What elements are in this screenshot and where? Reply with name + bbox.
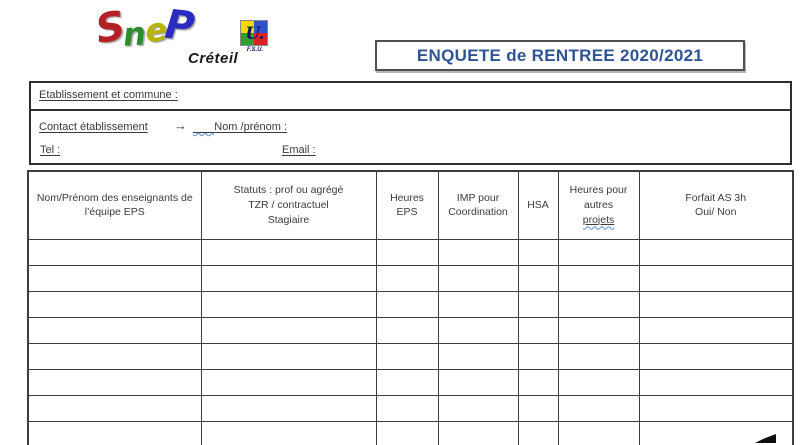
- table-row: [28, 421, 793, 445]
- col-header-hsa: [518, 171, 558, 239]
- table-cell[interactable]: [558, 291, 639, 317]
- table-cell[interactable]: [558, 395, 639, 421]
- table-row: [28, 343, 793, 369]
- table-cell[interactable]: [201, 343, 376, 369]
- table-cell[interactable]: [639, 343, 793, 369]
- table-header-row: [28, 171, 793, 239]
- logo-letter-p: P: [162, 1, 197, 51]
- table-cell[interactable]: [518, 369, 558, 395]
- page-title: ENQUETE de RENTREE 2020/2021: [416, 45, 704, 65]
- table-cell[interactable]: [639, 265, 793, 291]
- table-cell[interactable]: [518, 343, 558, 369]
- table-cell[interactable]: [28, 239, 201, 265]
- header-line: autres: [583, 198, 614, 211]
- table-cell[interactable]: [518, 239, 558, 265]
- table-cell[interactable]: [28, 343, 201, 369]
- header-line: Coordination: [448, 206, 508, 219]
- table-cell[interactable]: [376, 369, 438, 395]
- table-cell[interactable]: [201, 317, 376, 343]
- snep-logo-letters: [92, 1, 197, 54]
- table-cell[interactable]: [201, 265, 376, 291]
- table-cell[interactable]: [28, 265, 201, 291]
- table-row: [28, 291, 793, 317]
- table-cell[interactable]: [376, 291, 438, 317]
- logo-letter-s: S: [92, 2, 129, 54]
- table-cell[interactable]: [28, 317, 201, 343]
- table-cell[interactable]: [376, 395, 438, 421]
- header-line: Nom/Prénom des enseignants de: [36, 191, 193, 204]
- table-cell[interactable]: [201, 421, 376, 445]
- logo-city-label: Créteil: [188, 50, 239, 67]
- header-line: Oui/ Non: [695, 206, 737, 219]
- header-line: Heures pour: [569, 184, 628, 197]
- table-row: [28, 369, 793, 395]
- table-cell[interactable]: [438, 395, 518, 421]
- table-cell[interactable]: [438, 317, 518, 343]
- table-cell[interactable]: [639, 395, 793, 421]
- snep-logo: [92, 1, 286, 72]
- contact-section: [31, 111, 790, 163]
- table-cell[interactable]: [438, 239, 518, 265]
- table-cell[interactable]: [201, 291, 376, 317]
- header-line: TZR / contractuel: [248, 198, 329, 211]
- col-header-nom-prenom: [28, 171, 201, 239]
- staff-table: [27, 170, 794, 445]
- table-cell[interactable]: [558, 421, 639, 445]
- table-cell[interactable]: [201, 239, 376, 265]
- header-line: [561, 213, 637, 228]
- contact-line: [39, 118, 287, 133]
- table-body: [28, 239, 793, 445]
- tel-label: Tel :: [40, 144, 61, 156]
- table-cell[interactable]: [28, 369, 201, 395]
- table-cell[interactable]: [376, 239, 438, 265]
- contact-blank-space[interactable]: [193, 121, 214, 133]
- table-cell[interactable]: [438, 265, 518, 291]
- col-header-imp: [438, 171, 518, 239]
- table-cell[interactable]: [201, 369, 376, 395]
- header-line: Stagiaire: [267, 213, 310, 226]
- logo-letter-e: e: [142, 9, 169, 51]
- email-label: Email :: [282, 144, 316, 156]
- header-line: Statuts : prof ou agrégé: [233, 184, 344, 197]
- table-cell[interactable]: [518, 421, 558, 445]
- table-cell[interactable]: [438, 291, 518, 317]
- table-cell[interactable]: [518, 317, 558, 343]
- table-cell[interactable]: [376, 343, 438, 369]
- table-cell[interactable]: [558, 265, 639, 291]
- header-line: HSA: [527, 198, 549, 211]
- etablissement-section: [31, 83, 790, 111]
- table-cell[interactable]: [518, 395, 558, 421]
- table-cell[interactable]: [558, 317, 639, 343]
- fsu-u-letter: U.: [245, 24, 265, 44]
- nom-prenom-label: Nom /prénom :: [214, 121, 287, 133]
- table-cell[interactable]: [558, 239, 639, 265]
- table-cell[interactable]: [558, 369, 639, 395]
- col-header-forfait-as: [639, 171, 793, 239]
- table-cell[interactable]: [201, 395, 376, 421]
- table-cell[interactable]: [639, 291, 793, 317]
- fsu-logo-icon: [240, 20, 270, 56]
- table-cell[interactable]: [376, 317, 438, 343]
- table-row: [28, 265, 793, 291]
- header-line: IMP pour: [456, 191, 500, 204]
- header-line: Forfait AS 3h: [685, 191, 747, 204]
- fsu-label: F.S.U.: [246, 47, 264, 53]
- table-row: [28, 239, 793, 265]
- col-header-heures-eps: [376, 171, 438, 239]
- table-cell[interactable]: [376, 265, 438, 291]
- table-cell[interactable]: [28, 395, 201, 421]
- contact-label: Contact établissement: [39, 121, 148, 133]
- table-cell[interactable]: [518, 265, 558, 291]
- table-cell[interactable]: [438, 421, 518, 445]
- table-cell[interactable]: [438, 369, 518, 395]
- table-row: [28, 317, 793, 343]
- table-cell[interactable]: [28, 291, 201, 317]
- contact-form-box: [29, 81, 792, 165]
- etablissement-label: Etablissement et commune :: [39, 89, 178, 101]
- fsu-color-grid: [240, 20, 268, 46]
- table-cell[interactable]: [558, 343, 639, 369]
- table-cell[interactable]: [639, 369, 793, 395]
- table-cell[interactable]: [28, 421, 201, 445]
- table-cell[interactable]: [518, 291, 558, 317]
- table-cell[interactable]: [438, 343, 518, 369]
- col-header-statuts: [201, 171, 376, 239]
- title-banner: [375, 40, 745, 71]
- header-line: Heures EPS: [390, 191, 424, 219]
- col-header-autres-projets: [558, 171, 639, 239]
- table-row: [28, 395, 793, 421]
- right-arrow-icon: →: [173, 118, 187, 133]
- header-line-projets: projets: [582, 213, 615, 226]
- table-cell[interactable]: [639, 317, 793, 343]
- logo-letter-n: n: [121, 14, 147, 54]
- header-line: l’équipe EPS: [84, 206, 145, 219]
- table-cell[interactable]: [639, 239, 793, 265]
- table-cell[interactable]: [376, 421, 438, 445]
